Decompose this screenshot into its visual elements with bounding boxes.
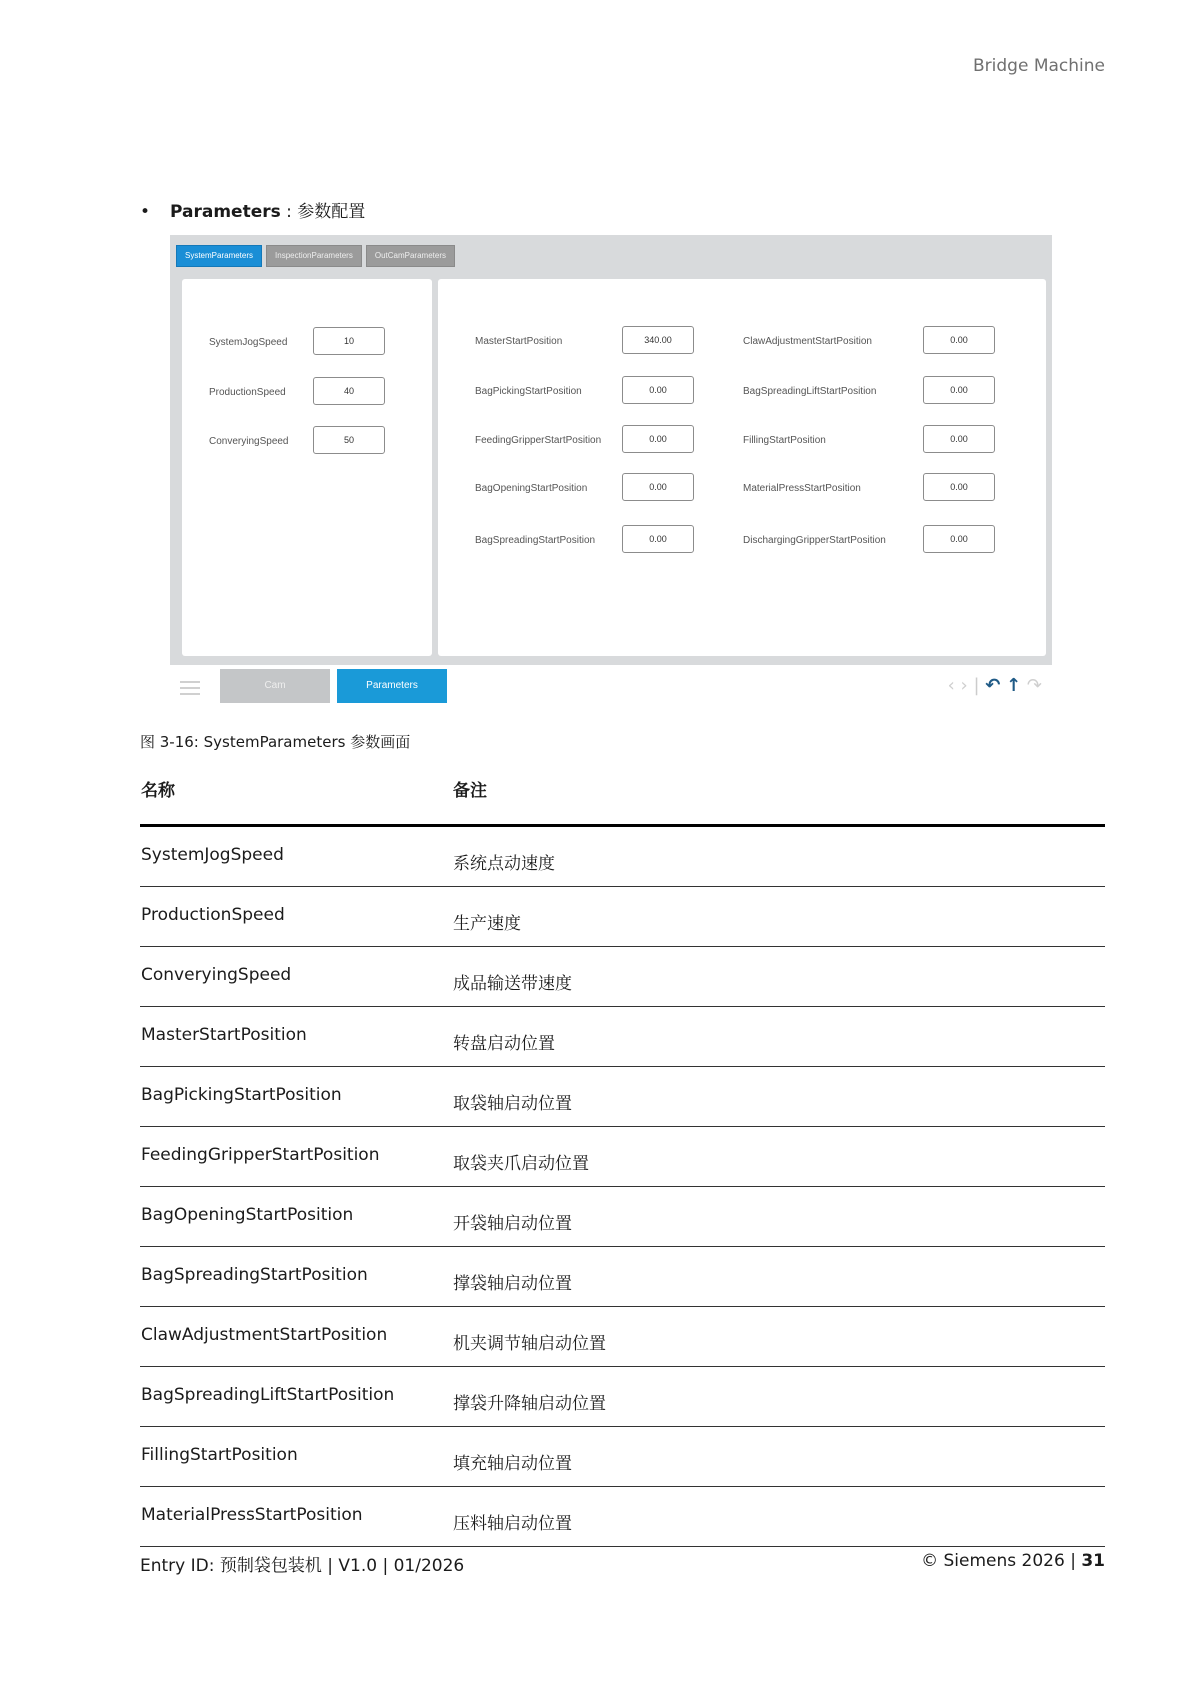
table-row <box>140 1367 1105 1427</box>
param-value-field[interactable]: 0.00 <box>622 376 694 404</box>
param-label: ConveryingSpeed <box>209 436 289 447</box>
hmi-nav-bar <box>170 665 1052 713</box>
table-row <box>140 1307 1105 1367</box>
section-label: Parameters <box>170 202 281 222</box>
param-value-field[interactable]: 40 <box>313 377 385 405</box>
menu-icon[interactable] <box>180 681 200 699</box>
cell-note: 开袋轴启动位置 <box>453 1214 572 1234</box>
tab-outcam-parameters[interactable]: OutCamParameters <box>366 245 455 267</box>
cell-name: SystemJogSpeed <box>141 845 284 865</box>
cell-note: 取袋夹爪启动位置 <box>453 1154 589 1174</box>
speed-panel <box>182 279 432 656</box>
undo-icon[interactable]: ↶ <box>985 675 1001 696</box>
cell-name: MasterStartPosition <box>141 1025 307 1045</box>
cell-note: 撑袋升降轴启动位置 <box>453 1394 606 1414</box>
param-label: BagPickingStartPosition <box>475 386 582 397</box>
param-label: MaterialPressStartPosition <box>743 483 861 494</box>
hmi-screenshot <box>170 235 1052 665</box>
cam-button[interactable]: Cam <box>220 669 330 703</box>
section-desc: : 参数配置 <box>280 202 366 222</box>
param-value-field[interactable]: 0.00 <box>923 425 995 453</box>
parameters-button[interactable]: Parameters <box>337 669 447 703</box>
footer-copyright <box>921 1551 1105 1571</box>
cell-name: FillingStartPosition <box>141 1445 298 1465</box>
table-row <box>140 947 1105 1007</box>
table-row <box>140 1067 1105 1127</box>
tab-system-parameters[interactable]: SystemParameters <box>176 245 262 267</box>
table-row <box>140 887 1105 947</box>
cell-note: 取袋轴启动位置 <box>453 1094 572 1114</box>
param-value-field[interactable]: 0.00 <box>923 473 995 501</box>
hmi-tab-bar <box>176 245 455 267</box>
cell-name: ProductionSpeed <box>141 905 285 925</box>
param-label: ProductionSpeed <box>209 387 286 398</box>
cell-name: BagPickingStartPosition <box>141 1085 342 1105</box>
param-label: BagSpreadingStartPosition <box>475 535 596 546</box>
table-row <box>140 827 1105 887</box>
param-label: FeedingGripperStartPosition <box>475 435 602 446</box>
bullet-glyph: • <box>140 202 151 222</box>
cell-name: FeedingGripperStartPosition <box>141 1145 380 1165</box>
param-label: MasterStartPosition <box>475 336 563 347</box>
tab-inspection-parameters[interactable]: InspectionParameters <box>266 245 362 267</box>
cell-note: 压料轴启动位置 <box>453 1514 572 1534</box>
table-row <box>140 1127 1105 1187</box>
param-value-field[interactable]: 0.00 <box>923 326 995 354</box>
cell-note: 填充轴启动位置 <box>453 1454 572 1474</box>
cell-note: 成品输送带速度 <box>453 974 572 994</box>
column-header-name: 名称 <box>141 781 175 801</box>
cell-name: MaterialPressStartPosition <box>141 1505 363 1525</box>
parameter-table <box>140 827 1105 1547</box>
prev-icon[interactable]: ‹ <box>947 675 955 696</box>
param-label: FillingStartPosition <box>743 435 826 446</box>
section-bullet <box>140 197 365 222</box>
cell-note: 机夹调节轴启动位置 <box>453 1334 606 1354</box>
figure-caption: 图 3-16: SystemParameters 参数画面 <box>140 733 411 751</box>
position-panel <box>438 279 1046 656</box>
param-value-field[interactable]: 340.00 <box>622 326 694 354</box>
cell-name: ClawAdjustmentStartPosition <box>141 1325 388 1345</box>
table-row <box>140 1427 1105 1487</box>
running-header: Bridge Machine <box>973 56 1105 76</box>
footer-entry-id: Entry ID: 预制袋包装机 | V1.0 | 01/2026 <box>140 1556 465 1576</box>
param-label: DischargingGripperStartPosition <box>743 535 886 546</box>
cell-note: 转盘启动位置 <box>453 1034 555 1054</box>
up-arrow-icon[interactable]: ↑ <box>1006 675 1022 696</box>
cell-name: BagOpeningStartPosition <box>141 1205 354 1225</box>
page-number: 31 <box>1081 1551 1105 1571</box>
table-row <box>140 1247 1105 1307</box>
next-icon[interactable]: › <box>960 675 968 696</box>
param-value-field[interactable]: 0.00 <box>923 525 995 553</box>
cell-name: BagSpreadingStartPosition <box>141 1265 368 1285</box>
param-value-field[interactable]: 0.00 <box>923 376 995 404</box>
param-value-field[interactable]: 0.00 <box>622 473 694 501</box>
cell-note: 生产速度 <box>453 914 521 934</box>
param-value-field[interactable]: 10 <box>313 327 385 355</box>
param-label: ClawAdjustmentStartPosition <box>743 336 872 347</box>
cell-note: 撑袋轴启动位置 <box>453 1274 572 1294</box>
table-row <box>140 1187 1105 1247</box>
param-value-field[interactable]: 0.00 <box>622 425 694 453</box>
cell-note: 系统点动速度 <box>453 854 555 874</box>
copyright-text: © Siemens 2026 | <box>921 1551 1082 1571</box>
nav-icons: ‹ › | ↶ ↑ ↷ <box>947 675 1042 696</box>
param-value-field[interactable]: 50 <box>313 426 385 454</box>
param-label: SystemJogSpeed <box>209 337 288 348</box>
redo-icon[interactable]: ↷ <box>1026 675 1042 696</box>
table-row <box>140 1487 1105 1547</box>
table-header <box>140 776 1105 827</box>
param-label: BagOpeningStartPosition <box>475 483 588 494</box>
cell-name: ConveryingSpeed <box>141 965 292 985</box>
table-row <box>140 1007 1105 1067</box>
param-value-field[interactable]: 0.00 <box>622 525 694 553</box>
param-label: BagSpreadingLiftStartPosition <box>743 386 877 397</box>
cell-name: BagSpreadingLiftStartPosition <box>141 1385 395 1405</box>
column-header-note: 备注 <box>453 781 487 801</box>
